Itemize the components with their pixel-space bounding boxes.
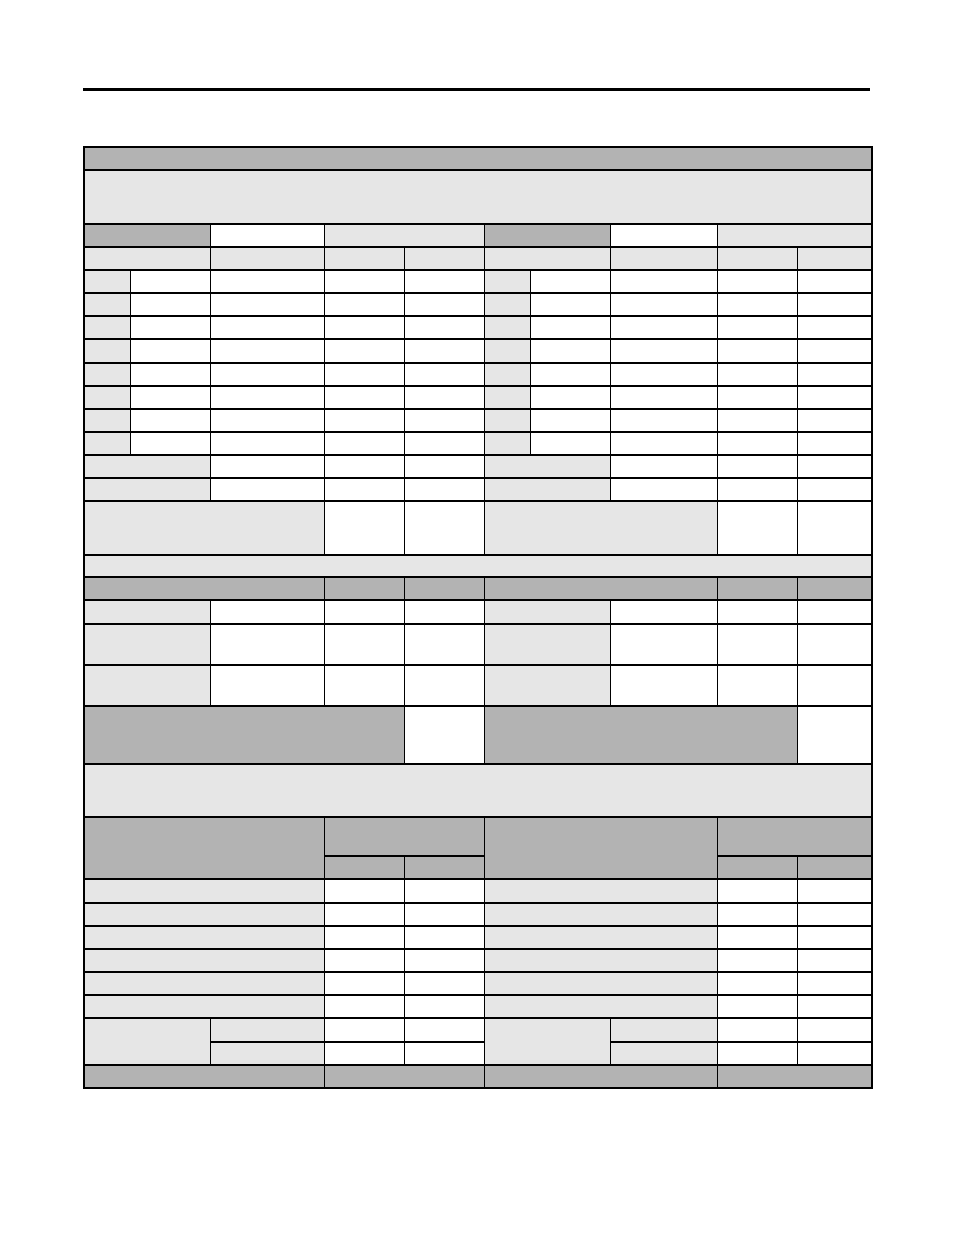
entry-cell[interactable]: [530, 270, 610, 293]
right-column-header: [484, 247, 610, 270]
detail-row: [84, 600, 872, 623]
checklist-header: [484, 817, 717, 879]
entry-cell[interactable]: [717, 386, 797, 409]
row-number-cell: [84, 339, 130, 362]
entry-cell[interactable]: [130, 409, 210, 432]
entry-cell[interactable]: [210, 600, 324, 623]
check-cell[interactable]: [717, 1018, 797, 1041]
entry-cell[interactable]: [404, 665, 484, 706]
entry-cell[interactable]: [797, 293, 872, 316]
right-group-label: [484, 224, 610, 247]
entry-cell[interactable]: [210, 293, 324, 316]
entry-cell[interactable]: [324, 409, 404, 432]
entry-cell[interactable]: [717, 455, 797, 478]
entry-cell[interactable]: [324, 455, 404, 478]
entry-cell[interactable]: [404, 478, 484, 501]
row-number-cell: [84, 363, 130, 386]
check-cell[interactable]: [797, 995, 872, 1018]
footer-label: [484, 1065, 717, 1088]
detail-row: [84, 624, 872, 665]
entry-cell[interactable]: [717, 624, 797, 665]
check-cell[interactable]: [404, 949, 484, 972]
checklist-label: [484, 903, 717, 926]
detail-label: [484, 600, 610, 623]
total-label: [484, 501, 717, 555]
left-column-header: [84, 247, 210, 270]
entry-cell[interactable]: [797, 455, 872, 478]
detail-header: [797, 577, 872, 600]
checklist-label: [484, 879, 717, 902]
summary-label: [84, 706, 404, 763]
checklist-label: [84, 903, 324, 926]
entry-cell[interactable]: [797, 386, 872, 409]
entry-cell[interactable]: [210, 624, 324, 665]
checklist-row: [84, 995, 872, 1018]
entry-cell[interactable]: [210, 316, 324, 339]
detail-header: [324, 577, 404, 600]
entry-cell[interactable]: [324, 432, 404, 455]
entry-cell[interactable]: [404, 409, 484, 432]
entry-cell[interactable]: [210, 409, 324, 432]
checklist-label: [84, 879, 324, 902]
subtotal-row: [84, 478, 872, 501]
left-column-header: [324, 247, 404, 270]
checklist-sublabel: [610, 1042, 717, 1065]
checklist-subheader: [324, 856, 404, 879]
total-cell[interactable]: [404, 501, 484, 555]
summary-cell[interactable]: [404, 706, 484, 763]
detail-row: [84, 665, 872, 706]
entry-cell[interactable]: [797, 409, 872, 432]
check-cell[interactable]: [797, 903, 872, 926]
entry-cell[interactable]: [717, 432, 797, 455]
header-rule: [83, 88, 870, 91]
footer-section: [84, 1065, 872, 1088]
left-column-header: [404, 247, 484, 270]
entry-row: [84, 316, 872, 339]
form-table: [83, 146, 873, 1089]
detail-header: [404, 577, 484, 600]
entry-cell[interactable]: [610, 316, 717, 339]
entry-cell[interactable]: [130, 316, 210, 339]
check-cell[interactable]: [404, 995, 484, 1018]
checklist-sublabel: [210, 1018, 324, 1041]
checklist-row: [84, 972, 872, 995]
checklist-subheader: [404, 856, 484, 879]
footer-label: [84, 1065, 324, 1088]
checklist-label: [484, 926, 717, 949]
check-cell[interactable]: [324, 949, 404, 972]
detail-header: [484, 577, 717, 600]
check-cell[interactable]: [404, 926, 484, 949]
entry-cell[interactable]: [130, 363, 210, 386]
entry-cell[interactable]: [717, 600, 797, 623]
entry-cell[interactable]: [130, 293, 210, 316]
entry-cell[interactable]: [404, 600, 484, 623]
entry-cell[interactable]: [530, 363, 610, 386]
subtotal-label: [84, 455, 210, 478]
check-cell[interactable]: [404, 1018, 484, 1041]
entry-cell[interactable]: [797, 432, 872, 455]
entry-row: [84, 293, 872, 316]
entry-cell[interactable]: [530, 339, 610, 362]
entry-cell[interactable]: [210, 478, 324, 501]
entry-cell[interactable]: [717, 293, 797, 316]
detail-label: [484, 665, 610, 706]
entry-cell[interactable]: [404, 270, 484, 293]
entry-row: [84, 432, 872, 455]
entry-cell[interactable]: [530, 293, 610, 316]
checklist-label: [84, 995, 324, 1018]
check-cell[interactable]: [797, 1018, 872, 1041]
summary-label: [484, 706, 797, 763]
entry-cell[interactable]: [717, 270, 797, 293]
entry-cell[interactable]: [404, 432, 484, 455]
entry-cell[interactable]: [324, 316, 404, 339]
entry-cell[interactable]: [530, 316, 610, 339]
row-number-cell: [484, 293, 530, 316]
entry-cell[interactable]: [610, 339, 717, 362]
detail-label: [84, 624, 210, 665]
checklist-label: [484, 972, 717, 995]
entry-cell[interactable]: [404, 363, 484, 386]
row-number-cell: [484, 386, 530, 409]
entry-row: [84, 270, 872, 293]
entry-cell[interactable]: [130, 432, 210, 455]
checklist-row: [84, 1018, 872, 1041]
entry-cell[interactable]: [797, 624, 872, 665]
entry-cell[interactable]: [324, 600, 404, 623]
left-group-columns-header: [324, 224, 484, 247]
checklist-row: [84, 903, 872, 926]
entry-cell[interactable]: [210, 363, 324, 386]
check-cell[interactable]: [324, 972, 404, 995]
entry-cell[interactable]: [610, 665, 717, 706]
entry-cell[interactable]: [210, 432, 324, 455]
entry-cell[interactable]: [324, 363, 404, 386]
entry-cell[interactable]: [324, 270, 404, 293]
left-group-label: [84, 224, 210, 247]
footer-value: [717, 1065, 872, 1088]
entry-cell[interactable]: [404, 316, 484, 339]
entry-cell[interactable]: [797, 665, 872, 706]
check-cell[interactable]: [797, 926, 872, 949]
row-number-cell: [484, 409, 530, 432]
detail-section: [84, 555, 872, 764]
detail-label: [484, 624, 610, 665]
entry-cell[interactable]: [210, 386, 324, 409]
subtotal-label: [484, 455, 610, 478]
entry-cell[interactable]: [610, 293, 717, 316]
subtotal-label: [484, 478, 610, 501]
entry-cell[interactable]: [210, 455, 324, 478]
check-cell[interactable]: [717, 879, 797, 902]
entry-cell[interactable]: [610, 432, 717, 455]
right-group-value[interactable]: [610, 224, 717, 247]
entry-cell[interactable]: [530, 386, 610, 409]
checklist-label: [84, 926, 324, 949]
row-number-cell: [84, 270, 130, 293]
check-cell[interactable]: [324, 879, 404, 902]
entry-cell[interactable]: [530, 432, 610, 455]
check-cell[interactable]: [717, 972, 797, 995]
left-group-value[interactable]: [210, 224, 324, 247]
check-cell[interactable]: [717, 995, 797, 1018]
entry-row: [84, 339, 872, 362]
entry-cell[interactable]: [717, 316, 797, 339]
entry-cell[interactable]: [130, 270, 210, 293]
total-cell[interactable]: [324, 501, 404, 555]
check-cell[interactable]: [404, 879, 484, 902]
entry-cell[interactable]: [404, 386, 484, 409]
check-cell[interactable]: [717, 903, 797, 926]
row-number-cell: [484, 363, 530, 386]
check-cell[interactable]: [324, 1018, 404, 1041]
subtotal-label: [84, 478, 210, 501]
check-cell[interactable]: [797, 879, 872, 902]
row-number-cell: [84, 293, 130, 316]
left-column-header: [210, 247, 324, 270]
checklist-header: [84, 817, 324, 879]
instructions-block: [84, 764, 872, 817]
entry-row: [84, 386, 872, 409]
row-number-cell: [484, 270, 530, 293]
entry-cell[interactable]: [797, 339, 872, 362]
footer-value: [324, 1065, 484, 1088]
checklist-row: [84, 949, 872, 972]
entry-cell[interactable]: [324, 293, 404, 316]
description-block: [84, 170, 872, 223]
subtotal-row: [84, 455, 872, 478]
entry-cell[interactable]: [610, 363, 717, 386]
row-number-cell: [484, 432, 530, 455]
checklist-row: [84, 879, 872, 902]
entry-cell[interactable]: [324, 386, 404, 409]
row-number-cell: [84, 409, 130, 432]
checklist-label: [484, 995, 717, 1018]
checklist-group-label: [84, 1018, 210, 1064]
entry-cell[interactable]: [610, 409, 717, 432]
entry-cell[interactable]: [717, 339, 797, 362]
summary-cell[interactable]: [797, 706, 872, 763]
entry-cell[interactable]: [130, 339, 210, 362]
detail-label: [84, 665, 210, 706]
checklist-row: [84, 926, 872, 949]
row-number-cell: [84, 432, 130, 455]
checklist-subheader: [717, 856, 797, 879]
header-bar: [84, 147, 872, 170]
checklist-sublabel: [210, 1042, 324, 1065]
check-cell[interactable]: [717, 926, 797, 949]
entry-cell[interactable]: [717, 363, 797, 386]
right-column-header: [717, 247, 797, 270]
checklist-column-group: [324, 817, 484, 856]
check-cell[interactable]: [797, 972, 872, 995]
detail-header: [84, 577, 324, 600]
entry-cell[interactable]: [797, 478, 872, 501]
section-divider: [84, 555, 872, 577]
entry-cell[interactable]: [610, 600, 717, 623]
checklist-label: [84, 949, 324, 972]
checklist-group-label: [484, 1018, 610, 1064]
entry-cell[interactable]: [210, 270, 324, 293]
total-label: [84, 501, 324, 555]
total-row: [84, 501, 872, 555]
check-cell[interactable]: [717, 1042, 797, 1065]
entry-cell[interactable]: [610, 624, 717, 665]
entry-cell[interactable]: [324, 665, 404, 706]
check-cell[interactable]: [404, 972, 484, 995]
entry-cell[interactable]: [530, 409, 610, 432]
checklist-subheader: [797, 856, 872, 879]
row-number-cell: [84, 316, 130, 339]
entry-cell[interactable]: [717, 409, 797, 432]
check-cell[interactable]: [324, 903, 404, 926]
entry-cell[interactable]: [324, 624, 404, 665]
check-cell[interactable]: [797, 1042, 872, 1065]
unit-entry-section: [84, 224, 872, 555]
entry-cell[interactable]: [404, 455, 484, 478]
entry-cell[interactable]: [797, 600, 872, 623]
entry-cell[interactable]: [797, 316, 872, 339]
entry-cell[interactable]: [404, 293, 484, 316]
entry-cell[interactable]: [404, 624, 484, 665]
check-cell[interactable]: [797, 949, 872, 972]
entry-cell[interactable]: [797, 270, 872, 293]
detail-label: [84, 600, 210, 623]
total-cell[interactable]: [797, 501, 872, 555]
row-number-cell: [484, 339, 530, 362]
check-cell[interactable]: [717, 949, 797, 972]
checklist-label: [84, 972, 324, 995]
right-group-columns-header: [717, 224, 872, 247]
entry-cell[interactable]: [717, 665, 797, 706]
total-cell[interactable]: [717, 501, 797, 555]
check-cell[interactable]: [324, 1042, 404, 1065]
entry-cell[interactable]: [610, 386, 717, 409]
entry-row: [84, 409, 872, 432]
header-section: [84, 147, 872, 224]
entry-cell[interactable]: [324, 339, 404, 362]
right-column-header: [610, 247, 717, 270]
row-number-cell: [84, 386, 130, 409]
checklist-label: [484, 949, 717, 972]
entry-cell[interactable]: [610, 270, 717, 293]
summary-row: [84, 706, 872, 763]
entry-cell[interactable]: [797, 363, 872, 386]
entry-cell[interactable]: [210, 665, 324, 706]
entry-cell[interactable]: [717, 478, 797, 501]
detail-header: [717, 577, 797, 600]
row-number-cell: [484, 316, 530, 339]
check-cell[interactable]: [404, 1042, 484, 1065]
checklist-column-group: [717, 817, 872, 856]
right-column-header: [797, 247, 872, 270]
check-cell[interactable]: [324, 926, 404, 949]
checklist-section: [84, 764, 872, 1065]
check-cell[interactable]: [404, 903, 484, 926]
entry-row: [84, 363, 872, 386]
entry-cell[interactable]: [130, 386, 210, 409]
entry-cell[interactable]: [404, 339, 484, 362]
entry-cell[interactable]: [610, 455, 717, 478]
check-cell[interactable]: [324, 995, 404, 1018]
entry-cell[interactable]: [210, 339, 324, 362]
checklist-sublabel: [610, 1018, 717, 1041]
entry-cell[interactable]: [324, 478, 404, 501]
entry-cell[interactable]: [610, 478, 717, 501]
